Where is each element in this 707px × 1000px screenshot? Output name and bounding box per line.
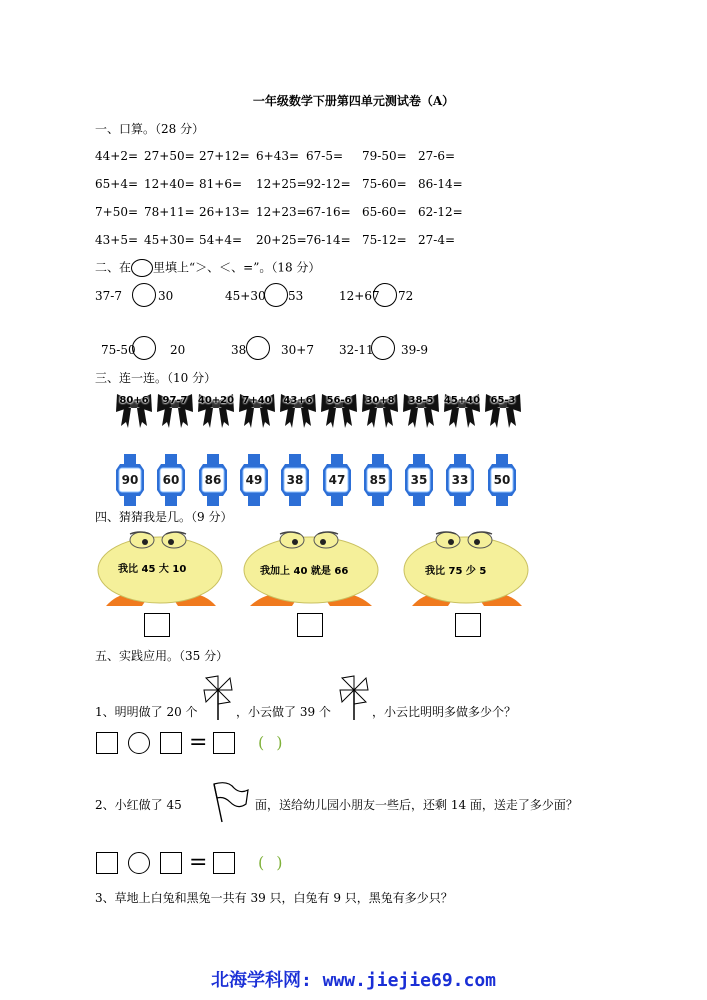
bow-card[interactable] xyxy=(155,392,195,432)
math-problem: 76-14= xyxy=(306,233,351,247)
pinwheel-icon xyxy=(336,672,372,722)
math-problem: 12+25= xyxy=(256,177,307,191)
answer-box-3[interactable] xyxy=(455,613,481,637)
math-problem: 92-12= xyxy=(306,177,351,191)
math-problem: 54+4= xyxy=(199,233,243,247)
watch-number: 47 xyxy=(328,473,346,487)
compare-right-4: 20 xyxy=(170,343,186,357)
duck-1-num1: 45 xyxy=(141,564,156,575)
watch-card[interactable] xyxy=(197,454,229,506)
bow-label: 38-5 xyxy=(408,395,434,406)
section4-heading: 四、猜猜我是几。（9 分） xyxy=(95,510,233,524)
compare-left-5: 38 xyxy=(231,343,247,357)
math-problem: 78+11= xyxy=(144,205,195,219)
watch-number: 86 xyxy=(204,473,222,487)
bow-card[interactable] xyxy=(196,392,236,432)
math-problem: 62-12= xyxy=(418,205,463,219)
math-problem: 20+25= xyxy=(256,233,307,247)
section2-heading xyxy=(95,259,320,277)
duck-3-pre: 我比 xyxy=(425,566,445,577)
bow-card[interactable] xyxy=(360,392,400,432)
pinwheel-icon xyxy=(200,672,236,722)
compare-circle-5[interactable] xyxy=(246,336,270,360)
duck-1-pre: 我比 xyxy=(118,564,138,575)
duck-3-mid: 少 xyxy=(465,566,476,577)
watch-number: 50 xyxy=(493,473,511,487)
math-problem: 27+50= xyxy=(144,149,195,163)
duck-1-text xyxy=(118,560,186,575)
duck-3-text xyxy=(425,562,486,577)
bow-card[interactable] xyxy=(114,392,154,432)
math-problem: 12+40= xyxy=(144,177,195,191)
compare-circle-6[interactable] xyxy=(371,336,395,360)
bow-label: 40+20 xyxy=(197,395,235,406)
compare-right-1: 30 xyxy=(158,289,174,303)
bow-card[interactable] xyxy=(483,392,523,432)
watch-number: 35 xyxy=(410,473,428,487)
q2-circle[interactable] xyxy=(128,852,150,874)
bow-label: 45+40 xyxy=(443,395,481,406)
q2-text-b: 面，送给幼儿园小朋友一些后，还剩 14 面，送走了多少面？ xyxy=(255,798,578,812)
math-problem: 26+13= xyxy=(199,205,250,219)
duck-1-mid: 大 xyxy=(158,564,169,575)
section2-heading-post: 里填上“＞、＜、=”。（18 分） xyxy=(153,260,321,275)
q2-unit-paren: () xyxy=(258,853,295,872)
math-problem: 65+4= xyxy=(95,177,139,191)
math-problem: 27-4= xyxy=(418,233,456,247)
q1-equals: = xyxy=(189,730,208,755)
watch-card[interactable] xyxy=(362,454,394,506)
watch-card[interactable] xyxy=(444,454,476,506)
q1-box-2[interactable] xyxy=(160,732,182,754)
compare-right-2: 53 xyxy=(288,289,304,303)
math-problem: 75-12= xyxy=(362,233,407,247)
math-problem: 86-14= xyxy=(418,177,463,191)
compare-circle-1[interactable] xyxy=(132,283,156,307)
watch-number: 38 xyxy=(286,473,304,487)
q2-box-1[interactable] xyxy=(96,852,118,874)
answer-box-1[interactable] xyxy=(144,613,170,637)
answer-box-2[interactable] xyxy=(297,613,323,637)
duck-2-num1: 40 xyxy=(293,566,308,577)
watch-card[interactable] xyxy=(155,454,187,506)
math-problem: 6+43= xyxy=(256,149,300,163)
section3-heading: 三、连一连。（10 分） xyxy=(95,371,217,385)
compare-left-6: 32-11 xyxy=(339,343,374,357)
math-problem: 75-60= xyxy=(362,177,407,191)
compare-left-3: 12+67 xyxy=(339,289,380,303)
bow-card[interactable] xyxy=(237,392,277,432)
compare-left-1: 37-7 xyxy=(95,289,122,303)
math-problem: 27-6= xyxy=(418,149,456,163)
circle-icon xyxy=(131,259,153,277)
q1-unit-paren: () xyxy=(258,733,295,752)
watch-number: 33 xyxy=(451,473,469,487)
bow-label: 7+40 xyxy=(242,395,272,406)
watch-number: 85 xyxy=(369,473,387,487)
compare-circle-2[interactable] xyxy=(264,283,288,307)
flag-icon xyxy=(204,780,250,824)
bow-card[interactable] xyxy=(278,392,318,432)
q1-box-1[interactable] xyxy=(96,732,118,754)
duck-3-num1: 75 xyxy=(448,566,463,577)
q1-text-b: ，小云做了 39 个 xyxy=(236,705,331,719)
q2-text-a: 2、小红做了 45 xyxy=(95,798,182,812)
page-title: 一年级数学下册第四单元测试卷（A） xyxy=(252,94,455,108)
watch-number: 60 xyxy=(162,473,180,487)
q2-box-3[interactable] xyxy=(213,852,235,874)
duck-2-pre: 我加上 xyxy=(260,566,290,577)
watch-number: 90 xyxy=(121,473,139,487)
watch-card[interactable] xyxy=(114,454,146,506)
math-problem: 79-50= xyxy=(362,149,407,163)
compare-circle-3[interactable] xyxy=(373,283,397,307)
duck-2-mid: 就是 xyxy=(310,566,331,577)
bow-card[interactable] xyxy=(401,392,441,432)
math-problem: 67-5= xyxy=(306,149,344,163)
footer-watermark: 北海学科网: www.jiejie69.com xyxy=(210,970,497,991)
section2-heading-pre: 二、在 xyxy=(95,260,132,275)
duck-1-num2: 10 xyxy=(172,564,187,575)
bow-label: 80+6 xyxy=(119,395,149,406)
bow-label: 56-6 xyxy=(326,395,352,406)
compare-left-2: 45+30 xyxy=(225,289,266,303)
math-problem: 45+30= xyxy=(144,233,195,247)
section1-heading: 一、口算。（28 分） xyxy=(95,122,205,136)
bow-card[interactable] xyxy=(319,392,359,432)
q3-text: 3、草地上白兔和黑兔一共有 39 只，白兔有 9 只，黑兔有多少只？ xyxy=(95,891,453,905)
section5-heading: 五、实践应用。（35 分） xyxy=(95,649,229,663)
bow-label: 43+6 xyxy=(283,395,313,406)
duck-3-num2: 5 xyxy=(479,566,487,577)
watch-number: 49 xyxy=(245,473,263,487)
q2-box-2[interactable] xyxy=(160,852,182,874)
compare-right-3: 72 xyxy=(398,289,414,303)
watch-card[interactable] xyxy=(238,454,270,506)
watch-card[interactable] xyxy=(403,454,435,506)
q1-circle[interactable] xyxy=(128,732,150,754)
compare-left-4: 75-50 xyxy=(101,343,136,357)
q2-equals: = xyxy=(189,850,208,875)
compare-circle-4[interactable] xyxy=(132,336,156,360)
watch-card[interactable] xyxy=(279,454,311,506)
compare-right-6: 39-9 xyxy=(401,343,428,357)
math-problem: 65-60= xyxy=(362,205,407,219)
duck-2-text xyxy=(260,562,348,577)
q1-text-c: ，小云比明明多做多少个？ xyxy=(372,705,517,719)
q1-box-3[interactable] xyxy=(213,732,235,754)
watch-card[interactable] xyxy=(486,454,518,506)
bow-label: 97-7 xyxy=(162,395,188,406)
math-problem: 44+2= xyxy=(95,149,139,163)
bow-label: 30+8 xyxy=(365,395,395,406)
watch-card[interactable] xyxy=(321,454,353,506)
bow-label: 65-3 xyxy=(490,395,516,406)
bow-card[interactable] xyxy=(442,392,482,432)
math-problem: 67-16= xyxy=(306,205,351,219)
math-problem: 12+23= xyxy=(256,205,307,219)
math-problem: 81+6= xyxy=(199,177,243,191)
duck-2-num2: 66 xyxy=(334,566,349,577)
compare-right-5: 30+7 xyxy=(281,343,314,357)
math-problem: 7+50= xyxy=(95,205,139,219)
q1-text-a: 1、明明做了 20 个 xyxy=(95,705,198,719)
math-problem: 43+5= xyxy=(95,233,139,247)
math-problem: 27+12= xyxy=(199,149,250,163)
